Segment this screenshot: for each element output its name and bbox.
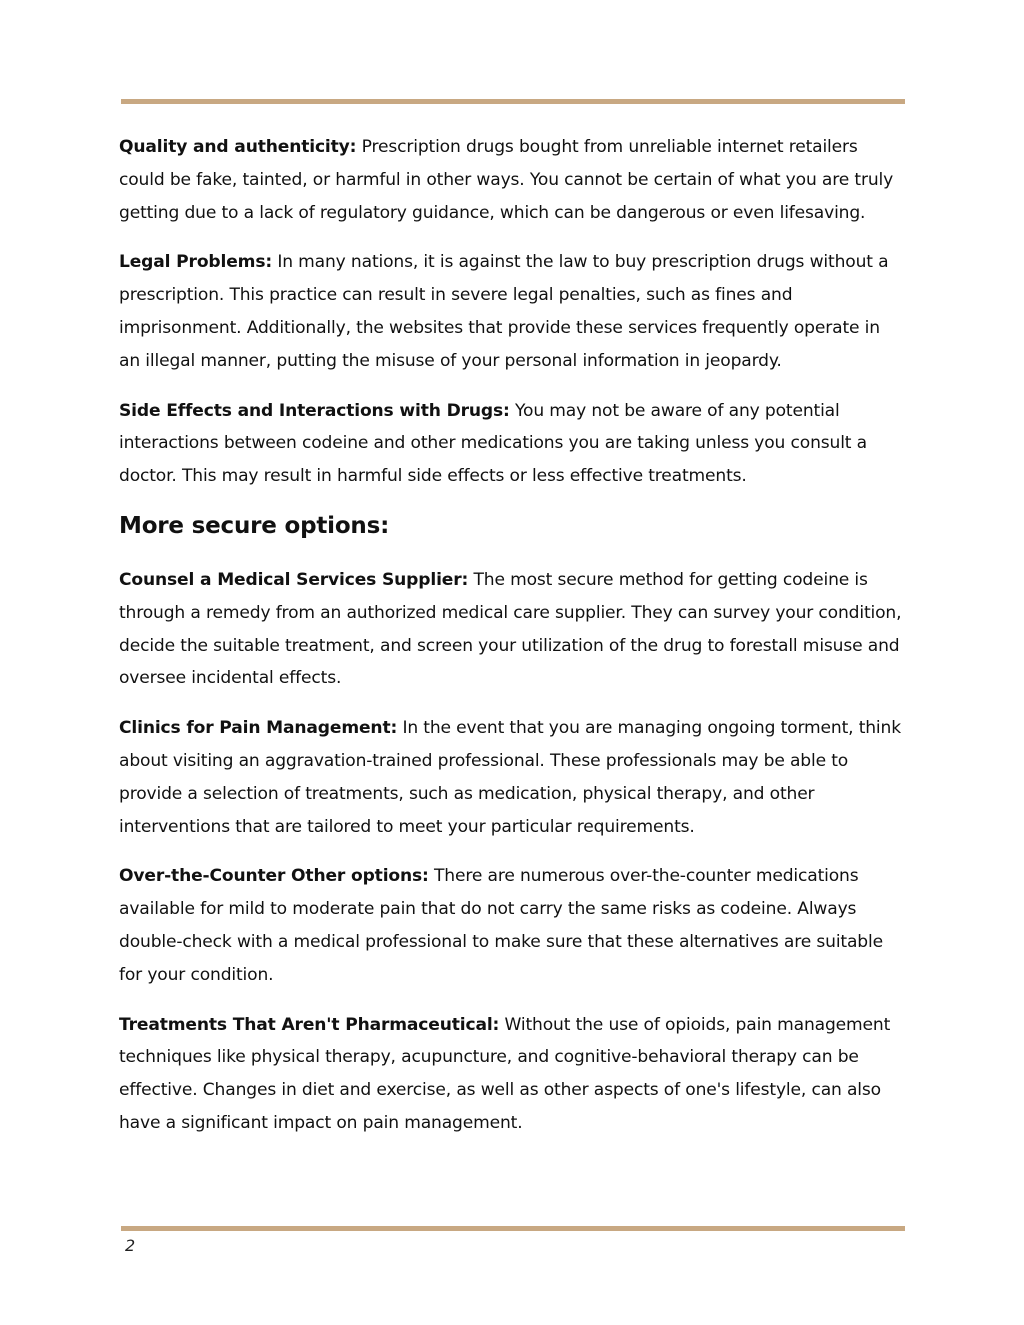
page-number: 2 [125, 1236, 136, 1255]
text-clinics: In the event that you are managing ongoing torment, think about visiting an aggravation-trained professional. These professionals may be able to provide a selection of treatments, such as medication, physical therapy, and other interventions that are tailored to meet your particular requirements. [119, 718, 901, 837]
paragraph-otc [119, 860, 905, 991]
text-side-effects: You may not be aware of any potential interactions between codeine and other medications you are taking unless you consult a doctor. This may result in harmful side effects or less effective treatments. [119, 400, 867, 487]
paragraph-non-pharma [119, 1009, 905, 1140]
paragraph-side-effects [119, 395, 905, 493]
text-counsel: The most secure method for getting codeine is through a remedy from an authorized medical care supplier. They can survey your condition, decide the suitable treatment, and screen your utilization of the drug to forestall misuse and oversee incidental effects. [119, 569, 902, 689]
paragraph-clinics [119, 712, 905, 843]
term-clinics: Clinics for Pain Management: [119, 718, 398, 739]
paragraph-legal [119, 246, 905, 377]
page-body [119, 131, 905, 1157]
paragraph-counsel [119, 564, 905, 695]
term-counsel: Counsel a Medical Services Supplier: [119, 569, 469, 590]
text-legal: In many nations, it is against the law to buy prescription drugs without a prescription. This practice can result in severe legal penalties, such as fines and imprisonment. Additionally, the websites that provide these services frequently operate in an illegal manner, putting the misuse of your personal information in jeopardy. [119, 252, 889, 371]
term-quality: Quality and authenticity: [119, 137, 357, 157]
term-legal: Legal Problems: [119, 252, 273, 273]
footer-rule [121, 1226, 905, 1231]
header-rule [121, 99, 905, 104]
term-side-effects: Side Effects and Interactions with Drugs: [119, 400, 510, 421]
section-heading: More secure options: [119, 512, 390, 539]
paragraph-quality [119, 131, 905, 229]
term-non-pharma: Treatments That Aren't Pharmaceutical: [119, 1014, 500, 1035]
term-otc: Over-the-Counter Other options: [119, 866, 429, 887]
text-otc: There are numerous over-the-counter medications available for mild to moderate pain that do not carry the same risks as codeine. Always double-check with a medical professional to make sure that these alternatives are suitable for your condition. [119, 866, 883, 985]
text-quality: Prescription drugs bought from unreliable internet retailers could be fake, tainted, or harmful in other ways. You cannot be certain of what you are truly getting due to a lack of regulatory guidance, which can be dangerous or even lifesaving. [119, 137, 894, 223]
text-non-pharma: Without the use of opioids, pain management techniques like physical therapy, acupuncture, and cognitive-behavioral therapy can be effective. Changes in diet and exercise, as well as other aspects of one's lifestyle, can also have a significant impact on pain management. [119, 1014, 891, 1133]
